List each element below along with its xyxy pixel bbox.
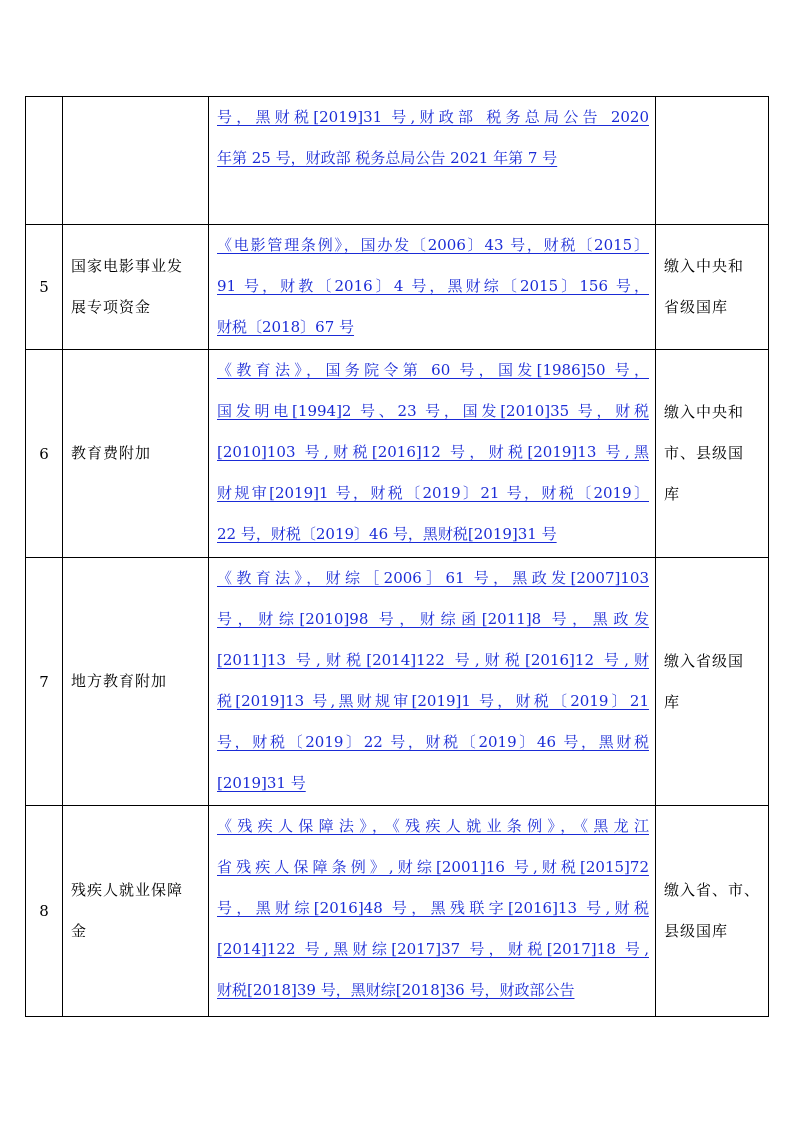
policy-basis — [209, 806, 656, 1017]
item-name-line: 展专项资金 — [71, 298, 152, 316]
row-number: 5 — [26, 225, 63, 350]
policy-reference-link[interactable]: [2011]13 号,财税[2014]122 号,财税[2016]12 号,财 — [217, 651, 649, 669]
treasury-destination — [656, 350, 769, 558]
destination-line: 省级国库 — [664, 298, 729, 316]
destination-line: 缴入中央和 — [664, 257, 745, 275]
destination-line: 库 — [664, 485, 681, 503]
item-name — [63, 806, 209, 1017]
policy-basis — [209, 225, 656, 350]
policy-basis — [209, 97, 656, 225]
item-name-line: 教育费附加 — [71, 444, 152, 462]
item-name-line: 残疾人就业保障 — [71, 881, 184, 899]
table-row — [26, 806, 769, 1017]
item-name-line: 地方教育附加 — [71, 672, 168, 690]
policy-reference-link[interactable]: 财税〔2018〕67 号 — [217, 318, 355, 336]
row-number: 7 — [26, 558, 63, 806]
policy-reference-link[interactable]: [2014]122 号,黑财综[2017]37 号，财税[2017]18 号, — [217, 940, 649, 958]
treasury-destination — [656, 558, 769, 806]
table-row — [26, 97, 769, 225]
destination-line: 缴入省、市、 — [664, 881, 761, 899]
item-name-line: 国家电影事业发 — [71, 257, 184, 275]
treasury-destination — [656, 806, 769, 1017]
policy-reference-link[interactable]: 号，黑财综[2016]48 号，黑残联字[2016]13 号,财税 — [217, 899, 649, 917]
policy-reference-link[interactable]: 《教育法》，国务院令第 60 号，国发[1986]50 号， — [217, 361, 649, 379]
row-number: 8 — [26, 806, 63, 1017]
treasury-destination — [656, 225, 769, 350]
policy-reference-link[interactable]: 《残疾人保障法》，《残疾人就业条例》，《黑龙江 — [217, 817, 649, 835]
policy-reference-link[interactable]: 国发明电[1994]2 号、23 号，国发[2010]35 号，财税 — [217, 402, 649, 420]
policy-reference-link[interactable]: 号，黑财税[2019]31 号,财政部 税务总局公告 2020 — [217, 108, 649, 126]
table-row — [26, 558, 769, 806]
destination-line: 缴入省级国 — [664, 651, 745, 670]
policy-reference-link[interactable]: [2010]103 号,财税[2016]12 号，财税[2019]13 号,黑 — [217, 443, 649, 461]
destination-line: 库 — [664, 692, 681, 711]
policy-reference-link[interactable]: 省残疾人保障条例》,财综[2001]16 号,财税[2015]72 — [217, 858, 649, 876]
policy-basis — [209, 350, 656, 558]
treasury-destination — [656, 97, 769, 225]
destination-line: 缴入中央和 — [664, 403, 745, 421]
policy-reference-link[interactable]: [2019]31 号 — [217, 774, 306, 792]
policy-reference-link[interactable]: 财税[2018]39 号，黑财综[2018]36 号，财政部公告 — [217, 981, 575, 999]
table-row — [26, 350, 769, 558]
policy-reference-link[interactable]: 年第 25 号，财政部 税务总局公告 2021 年第 7 号 — [217, 149, 558, 167]
policy-basis — [209, 558, 656, 806]
policy-reference-link[interactable]: 91 号，财教〔2016〕4 号，黑财综〔2015〕156 号， — [217, 277, 649, 295]
item-name — [63, 350, 209, 558]
destination-line: 市、县级国 — [664, 444, 745, 462]
destination-line: 县级国库 — [664, 922, 729, 940]
item-name — [63, 225, 209, 350]
policy-reference-link[interactable]: 《教育法》，财综［2006］61 号，黑政发[2007]103 — [217, 569, 649, 587]
policy-reference-link[interactable]: 号，财综[2010]98 号，财综函[2011]8 号，黑政发 — [217, 610, 649, 628]
policy-reference-link[interactable]: 税[2019]13 号,黑财规审[2019]1 号，财税〔2019〕21 — [217, 692, 649, 710]
table-row — [26, 225, 769, 350]
tax-basis-table — [25, 96, 769, 1017]
item-name — [63, 97, 209, 225]
policy-reference-link[interactable]: 财规审[2019]1 号，财税〔2019〕21 号，财税〔2019〕 — [217, 484, 649, 502]
item-name — [63, 558, 209, 806]
policy-reference-link[interactable]: 22 号，财税〔2019〕46 号，黑财税[2019]31 号 — [217, 525, 557, 543]
policy-reference-link[interactable]: 《电影管理条例》，国办发〔2006〕43 号，财税〔2015〕 — [217, 236, 649, 254]
row-number — [26, 97, 63, 225]
item-name-line: 金 — [71, 922, 88, 940]
row-number: 6 — [26, 350, 63, 558]
policy-reference-link[interactable]: 号，财税〔2019〕22 号，财税〔2019〕46 号，黑财税 — [217, 733, 649, 751]
